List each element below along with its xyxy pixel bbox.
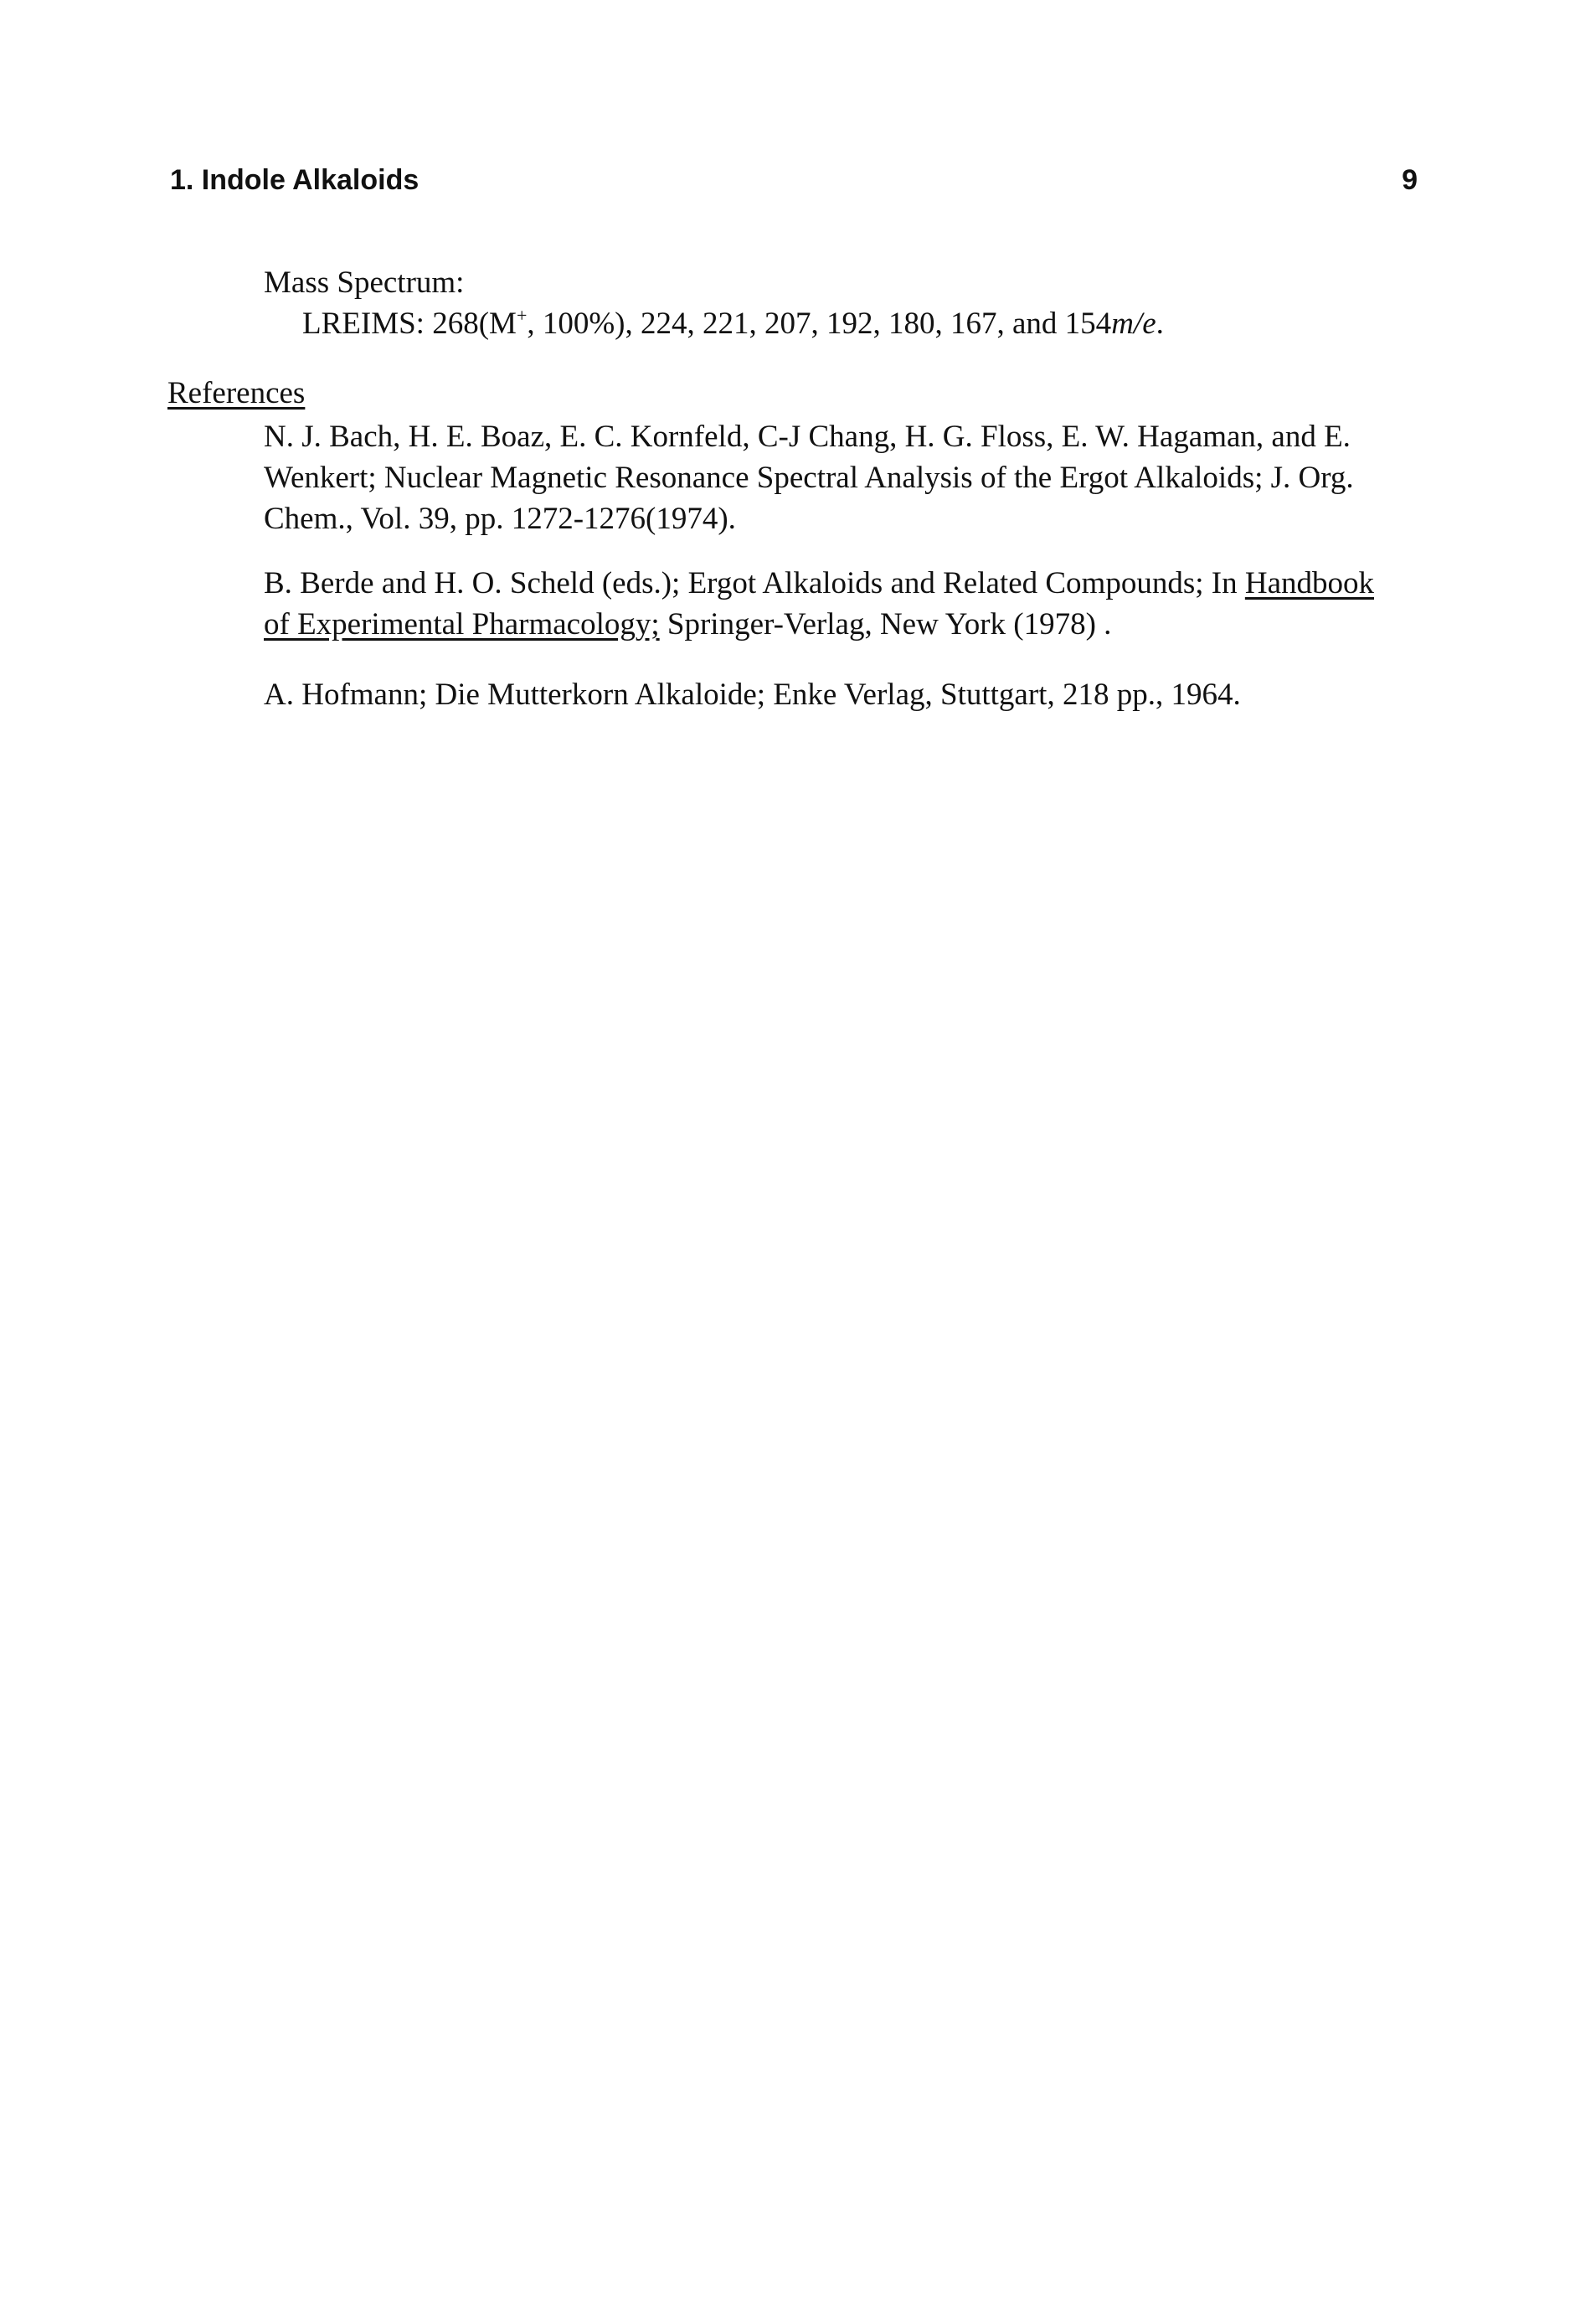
ion-superscript: + bbox=[516, 305, 528, 326]
reference-line: N. J. Bach, H. E. Boaz, E. C. Kornfeld, C-J Chang, H. G. Floss, E. W. Hagaman, and E. bbox=[264, 420, 1351, 454]
mass-unit: m/e bbox=[1111, 307, 1156, 341]
mass-values: , 100%), 224, 221, 207, 192, 180, 167, and 154 bbox=[527, 307, 1112, 341]
reference-entry-hofmann bbox=[264, 674, 1241, 715]
book-title-part: of Experimental Pharmacology; bbox=[264, 607, 660, 642]
reference-line: Wenkert; Nuclear Magnetic Resonance Spectral Analysis of the Ergot Alkaloids; J. Org. bbox=[264, 461, 1354, 495]
mass-spectrum-heading: Mass Spectrum: bbox=[264, 265, 465, 300]
mass-spectrum-data bbox=[302, 303, 1164, 344]
reference-line bbox=[264, 563, 1374, 604]
reference-entry-bach bbox=[264, 416, 1354, 539]
reference-text: B. Berde and H. O. Scheld (eds.); Ergot Alkaloids and Related Compounds; In bbox=[264, 566, 1245, 600]
page-number: 9 bbox=[1402, 164, 1418, 196]
reference-text: Springer-Verlag, New York (1978) . bbox=[659, 607, 1112, 642]
book-title-part: Handbook bbox=[1244, 566, 1374, 600]
reference-line: Chem., Vol. 39, pp. 1272-1276(1974). bbox=[264, 502, 736, 536]
references-heading: References bbox=[167, 376, 306, 410]
chapter-title: 1. Indole Alkaloids bbox=[170, 164, 420, 196]
reference-line: A. Hofmann; Die Mutterkorn Alkaloide; Enke Verlag, Stuttgart, 218 pp., 1964. bbox=[264, 678, 1241, 712]
reference-line bbox=[264, 604, 1374, 645]
reference-entry-berde bbox=[264, 563, 1374, 645]
mass-end: . bbox=[1156, 307, 1164, 341]
mass-method: LREIMS: 268(M bbox=[302, 307, 517, 341]
